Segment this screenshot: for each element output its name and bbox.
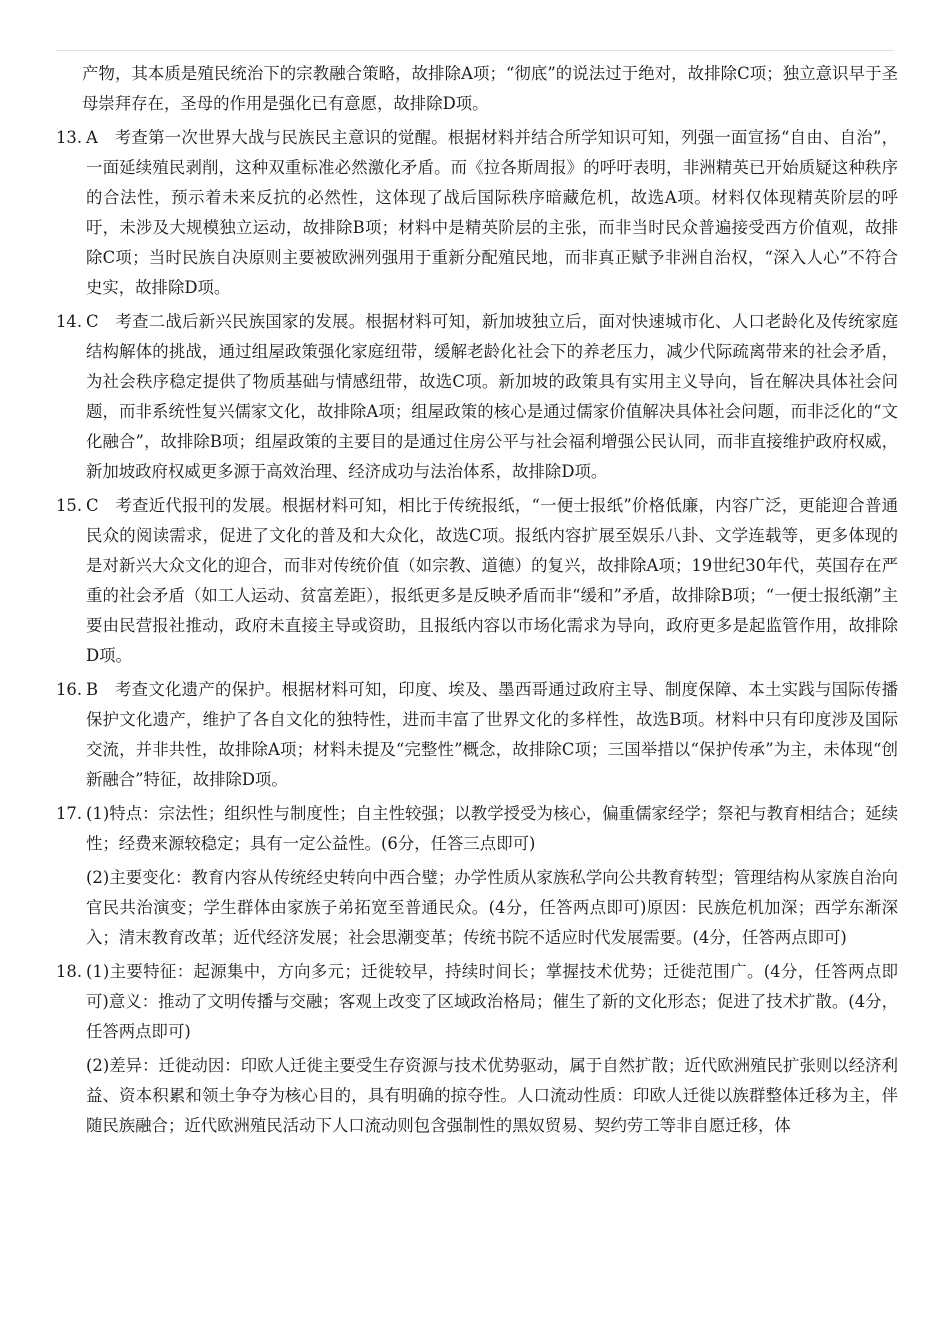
- item-number: 18.: [56, 962, 83, 981]
- item-body: [86, 307, 898, 487]
- item-paragraph: (2)差异：迁徙动因：印欧人迁徙主要受生存资源与技术优势驱动，属于自然扩散；近代欧洲殖民扩张则以经济利益、资本积累和领土争夺为核心目的，具有明确的掠夺性。人口流动性质：印欧人迁徙以族群整体迁移为主，伴随民族融合；近代欧洲殖民活动下人口流动则包含强制性的黑奴贸易、契约劳工等非自愿迁移，体: [86, 1056, 898, 1135]
- item-body: [86, 123, 898, 303]
- answer-item-15: [56, 491, 898, 671]
- answer-item-14: [56, 307, 898, 487]
- top-divider: [56, 50, 894, 51]
- item-paragraph: (1)主要特征：起源集中，方向多元；迁徙较早，持续时间长；掌握技术优势；迁徙范围广。(4分，任答两点即可)意义：推动了文明传播与交融；客观上改变了区域政治格局；催生了新的文化形态；促进了技术扩散。(4分，任答两点即可): [86, 962, 898, 1041]
- item-number: 16.: [56, 680, 83, 699]
- item-number: 14.: [56, 312, 83, 331]
- item-paragraph: A 考查第一次世界大战与民族民主意识的觉醒。根据材料并结合所学知识可知，列强一面宣扬“自由、自治”，一面延续殖民剥削，这种双重标准必然激化矛盾。而《拉各斯周报》的呼吁表明，非洲精英已开始质疑这种秩序的合法性，预示着未来反抗的必然性，这体现了战后国际秩序暗藏危机，故选A项。材料仅体现精英阶层的呼吁，未涉及大规模独立运动，故排除B项；材料中是精英阶层的主张，而非当时民众普遍接受西方价值观，故排除C项；当时民族自决原则主要被欧洲列强用于重新分配殖民地，而非真正赋予非洲自治权，“深入人心”不符合史实，故排除D项。: [86, 128, 898, 297]
- item-number: 15.: [56, 496, 83, 515]
- item-body: [86, 799, 898, 953]
- answer-item-18: [56, 957, 898, 1141]
- item-body: [86, 675, 898, 795]
- continuation-paragraph: 产物，其本质是殖民统治下的宗教融合策略，故排除A项；“彻底”的说法过于绝对，故排除C项；独立意识早于圣母崇拜存在，圣母的作用是强化已有意愿，故排除D项。: [82, 64, 898, 113]
- item-paragraph: C 考查近代报刊的发展。根据材料可知，相比于传统报纸，“一便士报纸”价格低廉，内容广泛，更能迎合普通民众的阅读需求，促进了文化的普及和大众化，故选C项。报纸内容扩展至娱乐八卦、文学连载等，更多体现的是对新兴大众文化的迎合，而非对传统价值（如宗教、道德）的复兴，故排除A项；19世纪30年代，英国存在严重的社会矛盾（如工人运动、贫富差距），报纸更多是反映矛盾而非“缓和”矛盾，故排除B项；“一便士报纸潮”主要由民营报社推动，政府未直接主导或资助，且报纸内容以市场化需求为导向，政府更多是起监管作用，故排除D项。: [86, 496, 898, 665]
- item-body: [86, 957, 898, 1141]
- item-paragraph: (1)特点：宗法性；组织性与制度性；自主性较强；以教学授受为核心，偏重儒家经学；祭祀与教育相结合；延续性；经费来源较稳定；具有一定公益性。(6分，任答三点即可): [86, 804, 898, 853]
- item-number: 13.: [56, 128, 83, 147]
- item-number: 17.: [56, 804, 83, 823]
- answer-content: [56, 59, 898, 1145]
- item-body: [86, 491, 898, 671]
- answer-item-13: [56, 123, 898, 303]
- item-paragraph: (2)主要变化：教育内容从传统经史转向中西合璧；办学性质从家族私学向公共教育转型；管理结构从家族自治向官民共治演变；学生群体由家族子弟拓宽至普通民众。(4分，任答两点即可)原因：民族危机加深；西学东渐深入；清末教育改革；近代经济发展；社会思潮变革；传统书院不适应时代发展需要。(4分，任答两点即可): [86, 868, 898, 947]
- item-paragraph: C 考查二战后新兴民族国家的发展。根据材料可知，新加坡独立后，面对快速城市化、人口老龄化及传统家庭结构解体的挑战，通过组屋政策强化家庭纽带，缓解老龄化社会下的养老压力，减少代际疏离带来的社会矛盾，为社会秩序稳定提供了物质基础与情感纽带，故选C项。新加坡的政策具有实用主义导向，旨在解决具体社会问题，而非系统性复兴儒家文化，故排除A项；组屋政策的核心是通过儒家价值解决具体社会问题，而非泛化的“文化融合”，故排除B项；组屋政策的主要目的是通过住房公平与社会福利增强公民认同，而非直接维护政府权威，新加坡政府权威更多源于高效治理、经济成功与法治体系，故排除D项。: [86, 312, 898, 481]
- answer-item-16: [56, 675, 898, 795]
- item-paragraph: B 考查文化遗产的保护。根据材料可知，印度、埃及、墨西哥通过政府主导、制度保障、本土实践与国际传播保护文化遗产，维护了各自文化的独特性，进而丰富了世界文化的多样性，故选B项。材料中只有印度涉及国际交流，并非共性，故排除A项；材料未提及“完整性”概念，故排除C项；三国举措以“保护传承”为主，未体现“创新融合”特征，故排除D项。: [86, 680, 898, 789]
- answer-item-17: [56, 799, 898, 953]
